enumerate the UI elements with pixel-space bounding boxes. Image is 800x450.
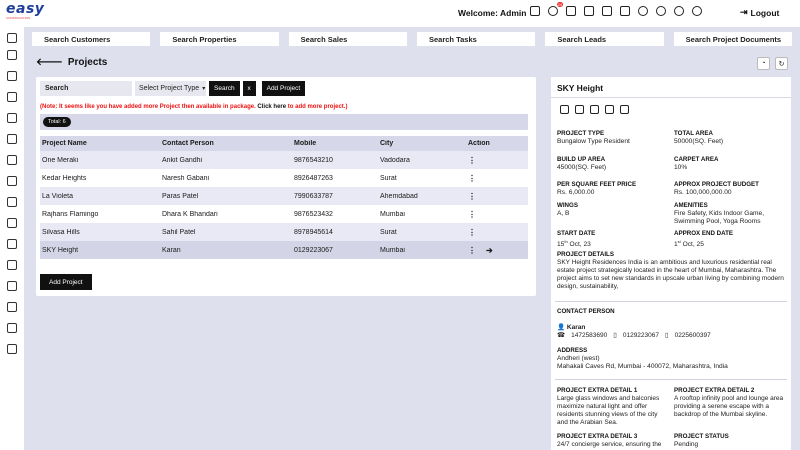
cell-project-name: La Violeta (42, 192, 74, 200)
amenities-field (674, 202, 784, 226)
field-label: START DATE (557, 230, 596, 237)
total-count-badge: Total: 6 (43, 117, 71, 127)
package-note (40, 104, 347, 110)
total-area-field (674, 130, 784, 146)
field-value: 50000(SQ. Feet) (674, 138, 724, 145)
cart-icon[interactable] (7, 113, 17, 123)
field-value: Bungalow Type Resident (557, 138, 630, 145)
contact-name: Karan (566, 324, 586, 331)
top-bar (0, 0, 800, 27)
field-label: CARPET AREA (674, 156, 719, 163)
budget-field (674, 181, 784, 197)
phone-number[interactable]: 0129223067 (622, 332, 659, 339)
price-per-sqft-field (557, 181, 667, 197)
export-icon[interactable]: ◔ (757, 57, 770, 70)
search-button[interactable]: Search (209, 81, 240, 96)
money-icon[interactable] (7, 302, 17, 312)
image-icon[interactable] (7, 155, 17, 165)
field-label: PROJECT EXTRA DETAIL 3 (557, 433, 638, 440)
cell-city: Ahemdabad (380, 192, 418, 200)
date-day: 15 (557, 241, 565, 249)
gear-icon[interactable] (7, 281, 17, 291)
top-icon-bar (530, 2, 702, 20)
table-row[interactable] (40, 151, 528, 169)
package-note-text: (Note: It seems like you have added more Project then available in package. (40, 104, 258, 110)
extra-detail-1-field (557, 387, 667, 427)
search-leads-button[interactable]: Search Leads (545, 32, 663, 46)
chevron-down-icon: ▾ (202, 86, 206, 92)
row-action-menu-icon[interactable]: ⋮ (468, 173, 476, 183)
search-tasks-button[interactable]: Search Tasks (417, 32, 535, 46)
cell-mobile: 7990633787 (294, 192, 333, 200)
field-value: A rooftop infinity pool and lounge area providing a serene escape with a backdrop of the Mumbai skyline. (674, 395, 784, 418)
field-label: CONTACT PERSON (557, 308, 615, 315)
document-icon[interactable] (590, 105, 599, 114)
table-row[interactable] (40, 169, 528, 187)
table-row-selected[interactable] (40, 241, 528, 259)
end-date-field (674, 230, 784, 249)
cell-city: Surat (380, 228, 397, 236)
field-label: ADDRESS (557, 347, 588, 354)
building-icon[interactable] (7, 344, 17, 354)
clear-filter-button[interactable]: x (243, 81, 256, 96)
cell-mobile: 8926487263 (294, 174, 333, 182)
date-suffix: th (564, 239, 568, 244)
field-value (674, 238, 784, 249)
date-rest: Oct, 23 (567, 241, 591, 249)
field-value (557, 238, 667, 249)
field-value: Rs. 6,000.00 (557, 189, 595, 196)
page-title (36, 56, 107, 68)
field-label: PROJECT DETAILS (557, 251, 614, 258)
cell-contact-person: Dhara K Bhandari (162, 210, 218, 218)
cell-project-name: Rajhans Flamingo (42, 210, 99, 218)
field-label: WINGS (557, 202, 578, 209)
box-icon[interactable] (7, 197, 17, 207)
page-tools (757, 57, 788, 70)
column-header[interactable]: City (380, 140, 394, 147)
logout-button[interactable] (740, 7, 779, 18)
build-up-area-field (557, 156, 667, 172)
table-row[interactable] (40, 223, 528, 241)
phone-number[interactable]: 0225600397 (674, 332, 711, 339)
extra-detail-3-field (557, 433, 667, 449)
wings-field (557, 202, 667, 218)
logout-label: Logout (750, 7, 780, 18)
add-project-top-button[interactable]: Add Project (262, 81, 306, 96)
row-action-menu-icon[interactable]: ⋮ (468, 209, 476, 219)
cell-contact-person: Sahil Patel (162, 228, 196, 236)
project-status-field (674, 433, 784, 449)
cell-mobile: 9876543210 (294, 156, 333, 164)
gallery-icon[interactable] (575, 105, 584, 114)
settings-icon[interactable] (7, 92, 17, 102)
field-value: Large glass windows and balconies maximize natural light and offer residents stunning views of the city and the Arabian Sea. (557, 395, 660, 426)
field-value: Pending (674, 441, 699, 448)
table-row[interactable] (40, 187, 528, 205)
row-action-menu-icon[interactable]: ⋮ (468, 245, 476, 255)
search-customers-button[interactable]: Search Customers (32, 32, 150, 46)
field-label: AMENITIES (674, 202, 708, 209)
bell-icon[interactable] (548, 2, 562, 16)
field-label: APPROX PROJECT BUDGET (674, 181, 759, 188)
date-rest: Oct, 25 (680, 241, 704, 249)
detail-title: SKY Height (557, 83, 604, 93)
cell-contact-person: Karan (162, 246, 181, 254)
project-details-field (557, 251, 789, 291)
headset-icon[interactable] (638, 6, 648, 16)
transfer-icon[interactable] (566, 6, 576, 16)
contact-name-line (557, 324, 789, 332)
field-value: 45000(SQ. Feet) (557, 164, 607, 171)
brand-name: easy (6, 1, 45, 17)
logout-icon: ⇥ (740, 7, 748, 17)
cell-city: Mumbai (380, 210, 405, 218)
refresh-icon[interactable]: ↻ (775, 57, 788, 70)
search-sales-button[interactable]: Search Sales (289, 32, 407, 46)
mobile-icon: ▯ (665, 332, 669, 339)
arrow-right-icon[interactable]: ➔ (485, 245, 493, 255)
detail-toolbar (560, 105, 629, 114)
field-label: PER SQUARE FEET PRICE (557, 181, 637, 188)
cell-city: Vadodara (380, 156, 410, 164)
row-action-menu-icon[interactable]: ⋮ (468, 191, 476, 201)
chart-icon[interactable] (7, 134, 17, 144)
help-icon[interactable] (674, 6, 684, 16)
project-detail-panel (551, 77, 791, 450)
filter-bar (40, 81, 305, 96)
brand-tagline: CONSTRUCTION (6, 16, 31, 20)
field-value: Fire Safety, Kids Indoor Game, Swimming Pool, Yoga Rooms (674, 210, 765, 225)
cell-mobile: 9876523432 (294, 210, 333, 218)
project-type-field (557, 130, 667, 146)
row-action-menu-icon[interactable]: ⋮ (468, 155, 476, 165)
phone-icon: ☎ (557, 332, 566, 339)
user-icon: 👤 (557, 324, 566, 331)
total-bar (40, 114, 528, 130)
address-field (557, 347, 789, 371)
tools-icon[interactable] (7, 176, 17, 186)
files-icon[interactable] (605, 105, 614, 114)
search-properties-button[interactable]: Search Properties (160, 32, 278, 46)
address-line: Mahakali Caves Rd, Mumbai - 400072, Maharashtra, India (557, 363, 728, 370)
divider (555, 301, 787, 302)
contact-phones (557, 332, 789, 340)
column-header: Action (468, 140, 490, 147)
field-value: Rs. 100,000,000.00 (674, 189, 732, 196)
date-day: 1 (674, 241, 678, 249)
cell-city: Mumbai (380, 246, 405, 254)
cell-project-name: One Meraki (42, 156, 79, 164)
link-icon[interactable] (7, 260, 17, 270)
field-label: PROJECT EXTRA DETAIL 2 (674, 387, 755, 394)
brand-logo[interactable] (6, 2, 48, 24)
back-arrow-icon[interactable]: 🡐 (36, 57, 63, 68)
table-header (40, 136, 528, 151)
extra-detail-2-field (674, 387, 784, 419)
search-input[interactable]: Search (40, 81, 132, 96)
field-value: SKY Height Residences India is an ambitious and luxurious residential real estate project strategically located in the heart of Mumbai, Maharashtra. The project aims to set new standards in upscale urban living by combining modern design, sustainability, (557, 259, 784, 290)
table-row[interactable] (40, 205, 528, 223)
cell-contact-person: Ankit Gandhi (162, 156, 203, 164)
divider (551, 97, 791, 98)
project-type-value: Select Project Type (139, 85, 200, 92)
field-value: A, B (557, 210, 570, 217)
cell-contact-person: Naresh Gabani (162, 174, 210, 182)
page-title-text: Projects (67, 56, 108, 68)
field-label: APPROX END DATE (674, 230, 734, 237)
cell-project-name: SKY Height (42, 246, 79, 254)
contact-person-field (557, 308, 789, 316)
column-header[interactable]: Contact Person (162, 140, 214, 147)
field-label: BUILD UP AREA (557, 156, 606, 163)
customers-icon[interactable] (7, 50, 17, 60)
welcome-text: Welcome: Admin (458, 8, 527, 18)
cell-city: Surat (380, 174, 397, 182)
user-icon[interactable] (692, 6, 702, 16)
package-note-suffix: to add more project.) (286, 104, 348, 110)
cell-mobile: 8978945614 (294, 228, 333, 236)
edit-icon[interactable] (560, 105, 569, 114)
document-icon[interactable] (602, 6, 612, 16)
contact-details (557, 324, 789, 340)
cell-contact-person: Paras Patel (162, 192, 199, 200)
start-date-field (557, 230, 667, 249)
field-label: PROJECT EXTRA DETAIL 1 (557, 387, 638, 394)
divider (555, 379, 787, 380)
phone-number[interactable]: 1472583690 (571, 332, 608, 339)
field-value: 24/7 concierge service, ensuring the (557, 441, 662, 448)
book-icon[interactable] (620, 6, 630, 16)
projects-list-panel (36, 77, 536, 296)
add-project-button[interactable]: Add Project (40, 274, 92, 290)
field-label: PROJECT STATUS (674, 433, 729, 440)
carpet-area-field (674, 156, 784, 172)
report-icon[interactable] (7, 239, 17, 249)
floor-plan-icon[interactable] (620, 105, 629, 114)
date-suffix: st (677, 239, 681, 244)
search-project-documents-button[interactable]: Search Project Documents (674, 32, 792, 46)
field-label: TOTAL AREA (674, 130, 713, 137)
column-header[interactable]: Mobile (294, 140, 317, 147)
field-value: 10% (674, 164, 688, 171)
wrench-icon[interactable] (7, 323, 17, 333)
cell-mobile: 0129223067 (294, 246, 333, 254)
mobile-icon: ▯ (613, 332, 617, 339)
column-header[interactable]: Project Name (42, 140, 87, 147)
address-line: Andheri (west) (557, 355, 600, 362)
field-label: PROJECT TYPE (557, 130, 605, 137)
project-type-select[interactable] (135, 81, 206, 96)
click-here-link[interactable]: Click here (257, 104, 287, 110)
settings-icon[interactable] (656, 6, 666, 16)
invoice-icon[interactable] (7, 218, 17, 228)
home-icon[interactable] (530, 6, 540, 16)
truck-icon[interactable] (7, 71, 17, 81)
notification-badge: 24 (557, 2, 562, 7)
calendar-icon[interactable] (584, 6, 594, 16)
sidebar (0, 27, 24, 450)
quick-search-strip (32, 32, 792, 46)
projects-table (40, 136, 528, 259)
cell-project-name: Kedar Heights (42, 174, 87, 182)
home-icon[interactable] (7, 33, 17, 43)
cell-project-name: Silvasa Hills (42, 228, 80, 236)
row-action-menu-icon[interactable]: ⋮ (468, 227, 476, 237)
